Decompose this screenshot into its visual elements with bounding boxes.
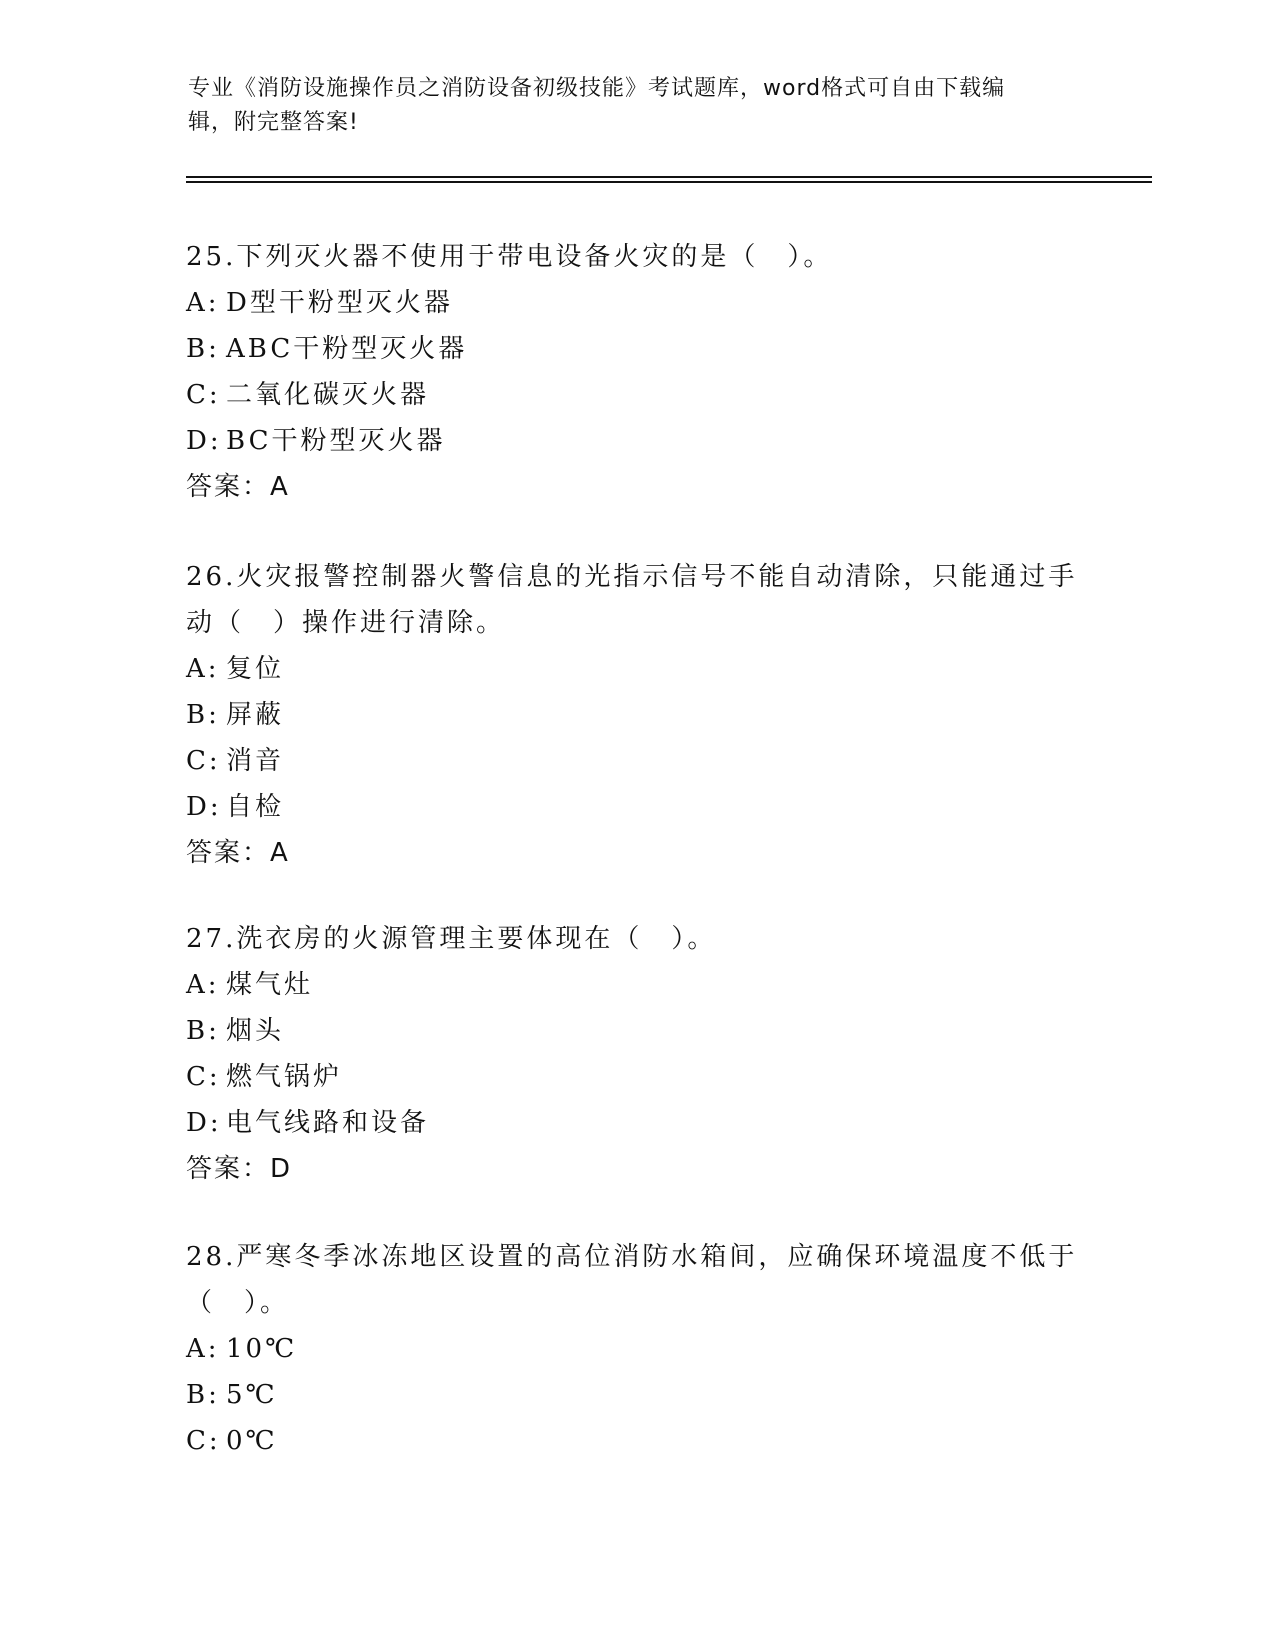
header-line-1: 专业《消防设施操作员之消防设备初级技能》考试题库，word格式可自由下载编 <box>188 76 1006 101</box>
option-a <box>186 1326 1086 1372</box>
question-stem: 25.下列灭火器不使用于带电设备火灾的是（ ）。 <box>186 242 833 272</box>
option-key: D: <box>186 1108 222 1138</box>
option-c <box>186 738 1086 784</box>
option-text: D型干粉型灭火器 <box>226 288 453 318</box>
option-text: 5℃ <box>226 1380 278 1410</box>
option-key: D: <box>186 426 222 456</box>
option-text: 0℃ <box>226 1426 278 1456</box>
option-d <box>186 1100 1086 1146</box>
option-key: B: <box>186 700 220 730</box>
option-a <box>186 646 1086 692</box>
question-25 <box>186 234 1086 510</box>
option-c <box>186 1418 1086 1464</box>
option-d <box>186 784 1086 830</box>
option-key: A: <box>186 654 220 684</box>
option-text: BC干粉型灭火器 <box>226 426 446 456</box>
option-key: A: <box>186 288 220 318</box>
option-key: B: <box>186 1380 220 1410</box>
option-text: 10℃ <box>226 1334 298 1364</box>
option-key: A: <box>186 970 220 1000</box>
question-stem: 27.洗衣房的火源管理主要体现在（ ）。 <box>186 924 717 954</box>
option-key: D: <box>186 792 222 822</box>
option-c <box>186 372 1086 418</box>
header-divider-top <box>186 176 1152 178</box>
option-text: 复位 <box>226 654 285 684</box>
option-b <box>186 692 1086 738</box>
option-text: 自检 <box>226 792 285 822</box>
option-text: 煤气灶 <box>226 970 314 1000</box>
question-27 <box>186 916 1086 1192</box>
option-text: 消音 <box>226 746 285 776</box>
option-text: 烟头 <box>226 1016 285 1046</box>
option-a <box>186 280 1086 326</box>
question-stem: 28.严寒冬季冰冻地区设置的高位消防水箱间，应确保环境温度不低于（ ）。 <box>186 1242 1078 1318</box>
option-text: 屏蔽 <box>226 700 285 730</box>
answer-line: 答案：D <box>186 1154 293 1184</box>
answer-line: 答案：A <box>186 838 290 868</box>
question-28 <box>186 1234 1086 1464</box>
option-text: 二氧化碳灭火器 <box>226 380 430 410</box>
option-c <box>186 1054 1086 1100</box>
option-text: ABC干粉型灭火器 <box>226 334 468 364</box>
option-key: C: <box>186 1062 221 1092</box>
option-d <box>186 418 1086 464</box>
option-key: B: <box>186 334 220 364</box>
option-a <box>186 962 1086 1008</box>
answer-line: 答案：A <box>186 472 290 502</box>
option-b <box>186 1008 1086 1054</box>
question-26 <box>186 554 1086 876</box>
option-text: 燃气锅炉 <box>226 1062 343 1092</box>
option-text: 电气线路和设备 <box>226 1108 430 1138</box>
option-key: C: <box>186 746 221 776</box>
option-b <box>186 326 1086 372</box>
option-key: A: <box>186 1334 220 1364</box>
question-stem: 26.火灾报警控制器火警信息的光指示信号不能自动清除，只能通过手动（ ）操作进行清除。 <box>186 562 1078 638</box>
header-divider-bottom <box>186 181 1152 183</box>
option-b <box>186 1372 1086 1418</box>
header-line-2: 辑，附完整答案! <box>188 110 359 135</box>
option-key: C: <box>186 1426 221 1456</box>
option-key: C: <box>186 380 221 410</box>
option-key: B: <box>186 1016 220 1046</box>
document-header <box>188 72 1088 140</box>
